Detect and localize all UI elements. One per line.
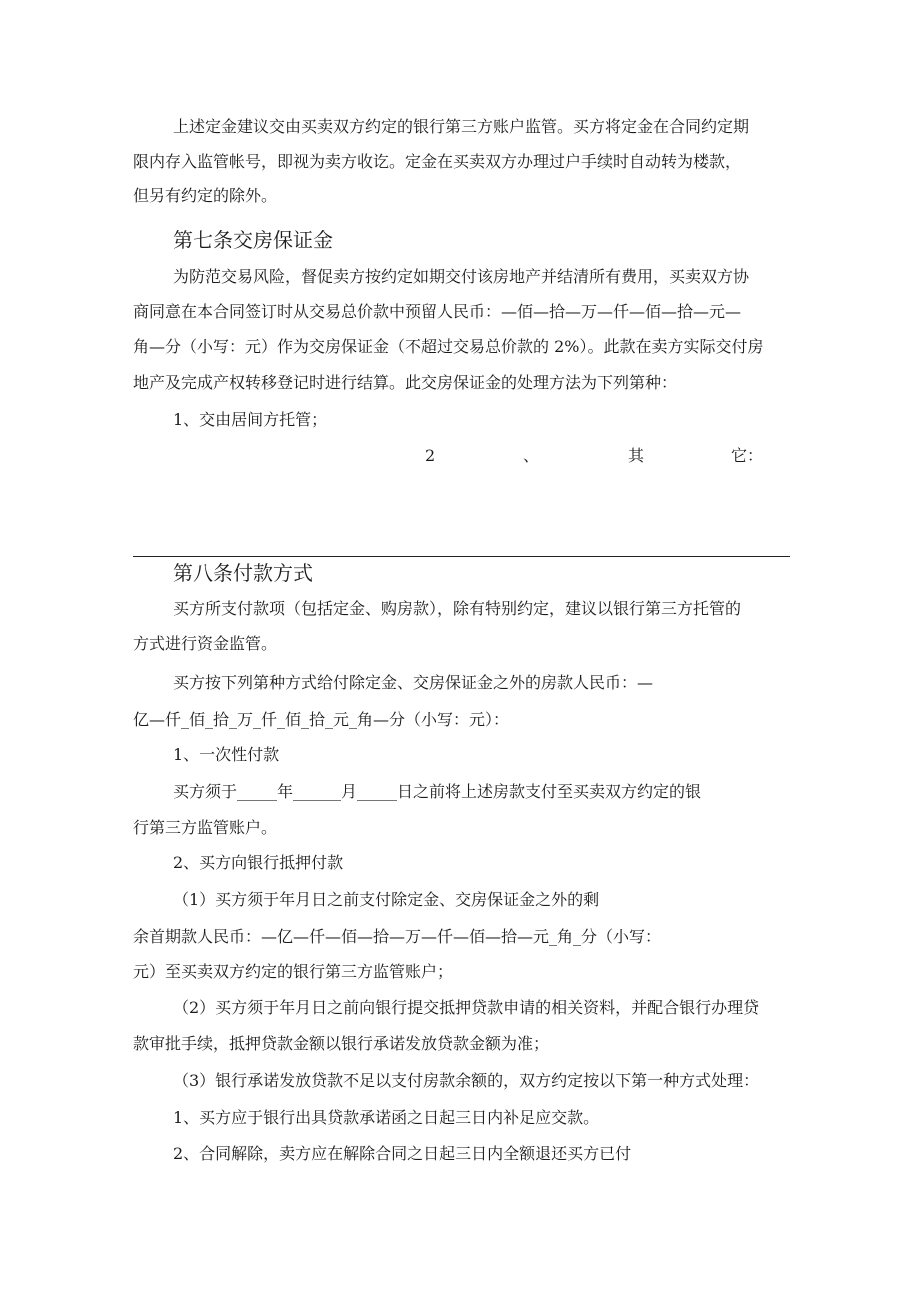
paragraph-line: （1）买方须于年月日之前支付除定金、交房保证金之外的剩 [173, 890, 600, 909]
paragraph-line: 买方须于_____年______月_____日之前将上述房款支付至买卖双方约定的银 [173, 782, 702, 801]
paragraph-line: （3）银行承诺发放贷款不足以支付房款余额的，双方约定按以下第一种方式处理： [173, 1071, 760, 1090]
paragraph-line: 行第三方监管账户。 [133, 818, 278, 837]
paragraph-line: 亿—仟_佰_拾_万_仟_佰_拾_元_角—分（小写：元）： [133, 710, 510, 729]
paragraph-line: 但另有约定的除外。 [133, 186, 278, 205]
remedy-2: 2、合同解除，卖方应在解除合同之日起三日内全额退还买方已付 [173, 1144, 632, 1163]
paragraph-line: 元）至买卖双方约定的银行第三方监管账户； [133, 962, 454, 981]
paragraph-line: 余首期款人民币：—亿—仟—佰—拾—万—仟—佰—拾—元_角_分（小写： [133, 927, 662, 946]
paragraph-line: （2）买方须于年月日之前向银行提交抵押贷款申请的相关资料，并配合银行办理贷 [173, 998, 760, 1017]
method-1-title: 1、一次性付款 [173, 745, 280, 764]
option-2-separator: 、 [523, 446, 540, 465]
paragraph-line: 商同意在本合同签订时从交易总价款中预留人民币：—佰—拾—万—仟—佰—拾—元— [133, 302, 742, 321]
paragraph-line: 款审批手续，抵押贷款金额以银行承诺发放贷款金额为准； [133, 1034, 550, 1053]
paragraph-line: 方式进行资金监管。 [133, 634, 278, 653]
remedy-1: 1、买方应于银行出具贷款承诺函之日起三日内补足应交款。 [173, 1108, 600, 1127]
paragraph-line: 为防范交易风险，督促卖方按约定如期交付该房地产并结清所有费用，买卖双方协 [173, 267, 750, 286]
paragraph-line: 买方按下列第种方式给付除定金、交房保证金之外的房款人民币：— [173, 673, 654, 692]
paragraph-line: 地产及完成产权转移登记时进行结算。此交房保证金的处理方法为下列第种： [133, 373, 678, 392]
option-1: 1、交由居间方托管； [173, 410, 328, 429]
article-7-title: 第七条交房保证金 [173, 228, 333, 252]
paragraph-line: 买方所支付款项（包括定金、购房款），除有特别约定，建议以银行第三方托管的 [173, 599, 742, 618]
paragraph-line: 角—分（小写：元）作为交房保证金（不超过交易总价款的 2%）。此款在卖方实际交付房 [133, 337, 764, 356]
option-2-label-b: 它： [731, 446, 764, 465]
method-2-title: 2、买方向银行抵押付款 [173, 853, 344, 872]
horizontal-rule [133, 556, 790, 557]
paragraph-line: 限内存入监管帐号，即视为卖方收讫。定金在买卖双方办理过户手续时自动转为楼款， [133, 152, 742, 171]
option-2-label-a: 其 [628, 446, 645, 465]
option-2-number: 2 [425, 446, 436, 465]
article-8-title: 第八条付款方式 [173, 561, 313, 585]
paragraph-line: 上述定金建议交由买卖双方约定的银行第三方账户监管。买方将定金在合同约定期 [173, 117, 750, 136]
